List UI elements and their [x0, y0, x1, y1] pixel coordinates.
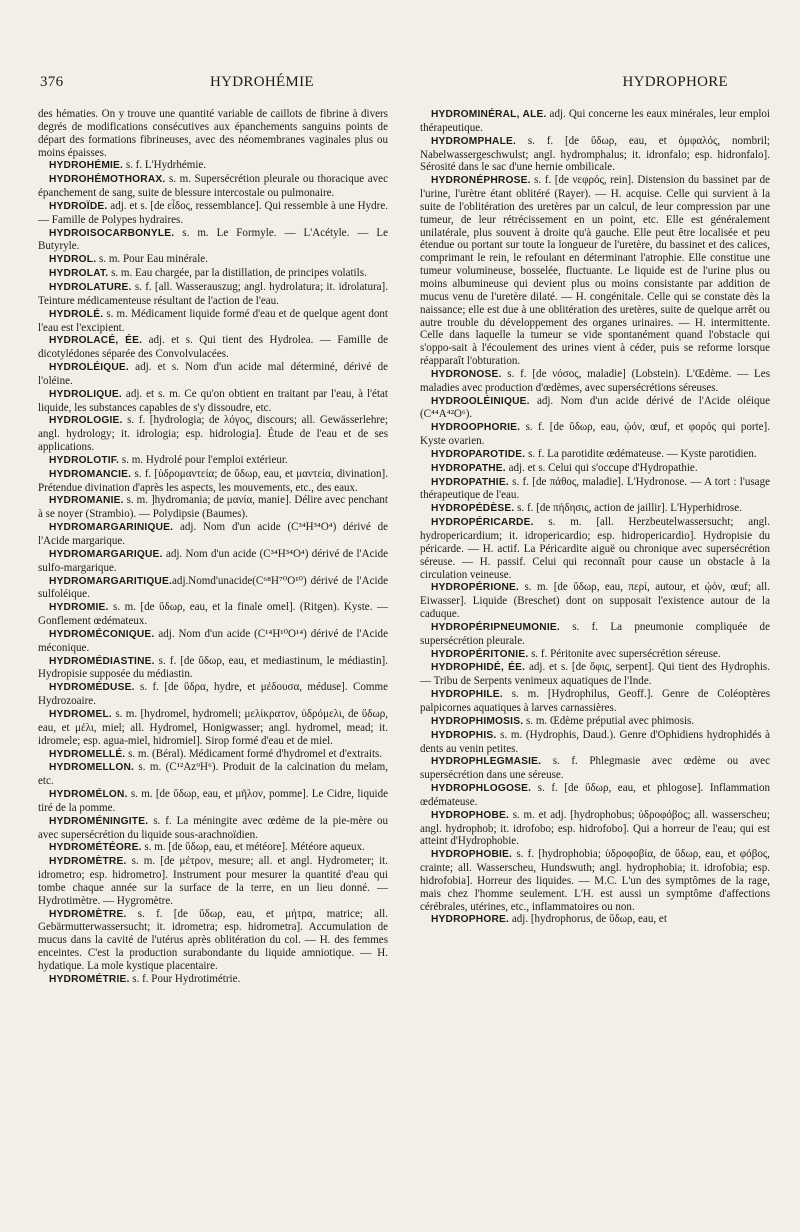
entry-headword: HYDROPHORE. [431, 914, 510, 926]
entry-headword: HYDROMINÉRAL, ALE. [431, 109, 547, 120]
entry-headword: HYDROPHIDÉ, ÉE. [431, 662, 526, 674]
dictionary-entry [38, 575, 388, 602]
entry-definition: s. m. (Hydrophis, Daud.). Genre d'Ophidiens hydrophidés à dents au venin petites. [420, 728, 770, 755]
dictionary-entry [38, 361, 388, 388]
entry-definition: s. m. Œdème préputial avec phimosis. [523, 714, 695, 727]
entry-definition: s. f. [de ὕδωρ, eau, et mediastinum, le médiastin]. Hydropisie supposée du médiastin. [38, 654, 388, 681]
entry-headword: HYDROHÉMIE. [49, 160, 124, 172]
dictionary-entry [38, 628, 388, 655]
entry-definition: s. m. ]hydromania; de μανία, manie]. Délire avec penchant à se noyer (Strambio). — Polydipsie (Baumes). [38, 494, 388, 521]
entry-headword: HYDROPHLOGOSE. [431, 783, 532, 795]
entry-headword: HYDROMÉCONIQUE. [49, 628, 155, 640]
dictionary-entry [420, 135, 770, 175]
entry-headword: HYDROPHLEGMASIE. [431, 756, 542, 768]
entry-definition: adj. Nom d'un acide (C³⁴H³⁴O⁴) dérivé de l'Acide sulfo-margarique. [38, 547, 388, 574]
entry-definition: s. f. Péritonite avec supersécrétion séreuse. [528, 647, 721, 660]
entry-headword: HYDROPÉRITONIE. [431, 648, 529, 660]
entry-headword: HYDROPAROTIDE. [431, 448, 526, 460]
entry-headword: HYDROMARGARITIQUE. [49, 575, 173, 587]
dictionary-entry [38, 108, 388, 159]
dictionary-entry [420, 476, 770, 503]
entry-definition: s. f. [de ὕδωρ, eau, et ὀμφαλός, nombril; Nabelwassergeschwulst; angl. hydromphalus; it. idronfalo; esp. hidronfalo]. Sérosité dans le sac d'une hernie ombilicale. [420, 134, 770, 174]
right-column [420, 108, 770, 987]
dictionary-entry [38, 788, 388, 815]
entry-definition: s. f. [de ὕδρα, hydre, et μέδουσα, méduse]. Comme Hydrozoaire. [38, 681, 388, 708]
dictionary-entry [420, 462, 770, 476]
entry-headword: HYDROPATHIE. [431, 476, 509, 488]
entry-definition: adj. Nom d'un acide (C¹⁴H¹⁰O¹⁴) dérivé de l'Acide méconique. [38, 627, 388, 654]
dictionary-entry [420, 516, 770, 581]
dictionary-entry [420, 581, 770, 621]
dictionary-entry [38, 253, 388, 267]
entry-headword: HYDROMELLON. [49, 762, 135, 774]
entry-definition: s. f. [de νεφρός, rein]. Distension du bassinet par de l'urine, l'urètre étant oblitéré (Rayer). — H. acquise. Celle qui survient à la suite de l'oblitération des uretères par un calcul, de leur compression par une tumeur, de leur rétrécissement en un point, etc. Elle est généralement unilatérale, plus souvent à droite qu'à gauche. Elle peut être localisée et peu étendue ou portant sur toute la longueur de l'uretère, du bassinet et des calices, comprimant le rein, le refoulant en déterminant l'atrophie. Elle constitue une tumeur volumineuse, bosselée, fluctuante. Le liquide est de l'urine plus ou moins albumineuse qui devient plus ou moins consistante par addition de mucus venu de l'uretère dilaté. — H. congénitale. Celle qui se constate dès la naissance; elle est due à une oblitération des uretères, suite de quelque arrêt ou autre trouble du développement des organes urinaires. — H. intermittente. Celle dans laquelle la tumeur se vide spontanément quand l'obstacle qui s'oppo-sait à l'écoulement des urines vient à céder, puis se reforme lorsque réapparaît l'obturation. [420, 174, 770, 368]
entry-definition: adj. Nom d'un acide (C³⁴H³⁴O⁴) dérivé de l'Acide margarique. [38, 521, 388, 547]
dictionary-entry [420, 421, 770, 448]
dictionary-entry [38, 468, 388, 495]
entry-headword: HYDROLACÉ, ÉE. [49, 335, 143, 347]
dictionary-entry [38, 748, 388, 762]
dictionary-entry [38, 815, 388, 842]
dictionary-entry [38, 200, 388, 227]
entry-headword: HYDROMANIE. [49, 495, 124, 507]
entry-headword: HYDROLÉ. [49, 308, 104, 320]
entry-headword: HYDROLOGIE. [49, 415, 123, 427]
dictionary-entry [38, 454, 388, 468]
dictionary-entry [38, 761, 388, 788]
entry-headword: HYDROMÉDUSE. [49, 682, 135, 694]
entry-definition: s. m. Médicament liquide formé d'eau et de quelque agent dont l'eau est l'excipient. [38, 307, 388, 334]
dictionary-entry [38, 267, 388, 281]
left-column [38, 108, 388, 987]
entry-headword: HYDROLÉIQUE. [49, 362, 129, 374]
entry-headword: HYDROPÉRIONE. [431, 582, 520, 594]
entry-headword: HYDRONOSE. [431, 368, 502, 380]
entry-definition: s. m. [de ὕδωρ, eau, et μῆλον, pomme]. Le Cidre, liquide tiré de la pomme. [38, 788, 388, 814]
dictionary-entry [38, 159, 388, 173]
entry-definition: s. m. et adj. [hydrophobus; ὑδροφόβος; all. wasserscheu; angl. hydrophob; it. idrofobo; esp. hidrofobo]. Qui a horreur de l'eau; qui est atteint d'Hydrophobie. [420, 808, 770, 848]
dictionary-entry [38, 855, 388, 907]
dictionary-entry [38, 308, 388, 335]
dictionary-entry [38, 681, 388, 708]
dictionary-entry [420, 661, 770, 688]
dictionary-entry [38, 227, 388, 254]
dictionary-entry [420, 368, 770, 395]
entry-headword: HYDROÏDE. [49, 200, 108, 212]
entry-headword: HYDROOLÉINIQUE. [431, 395, 530, 407]
dictionary-entry [420, 395, 770, 422]
entry-headword: HYDROPÉRIPNEUMONIE. [431, 621, 560, 633]
entry-headword: HYDROISOCARBONYLE. [49, 227, 175, 239]
dictionary-entry [38, 281, 388, 308]
entry-definition: s. m. [de μέτρον, mesure; all. et angl. Hydrometer; it. idrometro; esp. hidrometro]. Instrument pour mesurer la quantité d'eau qui tombe chaque année sur la surface de la terre, en un lieu donné. — Hydrotimètre. — Hygromètre. [38, 855, 388, 907]
entry-definition: s. m. [Hydrophilus, Geoff.]. Genre de Coléoptères palpicornes aquatiques à larves carnassières. [420, 688, 770, 714]
entry-definition: adj. Qui concerne les eaux minérales, leur emploi thérapeutique. [420, 108, 770, 134]
entry-headword: HYDROL. [49, 254, 97, 266]
entry-definition: adj. Nom d'un acide dérivé de l'Acide oléique (C⁴⁴A⁴²O⁶). [420, 394, 770, 421]
dictionary-entry [38, 655, 388, 682]
dictionary-entry [420, 688, 770, 715]
entry-headword: HYDROMIE. [49, 602, 109, 614]
entry-definition: s. f. [hydrophobia; ὑδροφοβία, de ὕδωρ, eau, et φόβος, crainte; all. Wasserscheu, Hundswuth; angl. hydrophobia; it. idrofobia; esp. hidrofobia]. Horreur des liquides. — M.C. L'un des symptômes de la rage, mais chez l'homme seulement. L'H. est aussi un symptôme d'affections cérébrales, utérines, etc., inflammatoires ou non. [420, 848, 770, 913]
entry-definition: s. f. [de νόσος, maladie] (Lobstein). L'Œdème. — Les maladies avec production d'œdèmes, avec supersécrétions séreuses. [420, 367, 770, 394]
entry-headword: HYDROPÉDÈSE. [431, 503, 515, 515]
entry-headword: HYDROMÉTRIE. [49, 973, 130, 985]
entry-headword: HYDROMÉLON. [49, 789, 128, 801]
entry-headword: HYDROMANCIE. [49, 468, 132, 480]
entry-definition: s. f. [de ὕδωρ, eau, et μήτρα, matrice; all. Gebärmutterwassersucht; it. idrometra; esp. hidrometra]. Accumulation de mucus dans la cavité de l'utérus après oblitération du col. — H. des femmes enceintes. C'est la production surabondante du liquide amniotique. — H. hydatique. La mole kystique placentaire. [38, 907, 388, 972]
dictionary-entry [420, 108, 770, 135]
dictionary-entry [38, 908, 388, 973]
dictionary-entry [420, 621, 770, 648]
dictionary-entry [420, 913, 770, 927]
entry-headword: HYDROMELLÉ. [49, 748, 126, 760]
entry-headword: HYDROPÉRICARDE. [431, 517, 534, 529]
entry-headword: HYDROPHOBIE. [431, 849, 513, 861]
entry-definition: adj. et s. Nom d'un acide mal déterminé, dérivé de l'oléine. [38, 361, 388, 387]
dictionary-entry [420, 448, 770, 462]
dictionary-entry [38, 708, 388, 748]
entry-headword: HYDROMÉNINGITE. [49, 815, 149, 827]
entry-headword: HYDROPHOBE. [431, 809, 510, 821]
dictionary-entry [38, 548, 388, 575]
entry-headword: HYDROLIQUE. [49, 388, 122, 400]
entry-headword: HYDROLAT. [49, 268, 109, 280]
entry-definition: des hématies. On y trouve une quantité variable de caillots de fibrine à divers degrés de modifications consécutives aux épanchements sanguins points de départ des formations fibrineuses, avec des néomembranes vaginales plus ou moins épaisses. [38, 108, 388, 159]
entry-headword: HYDROPATHE. [431, 462, 506, 474]
entry-definition: adj. [hydrophorus, de ὕδωρ, eau, et [509, 913, 667, 926]
entry-definition: s. m. (C¹²Az⁹H⁶). Produit de la calcination du melam, etc. [38, 761, 388, 788]
entry-headword: HYDROMARGARINIQUE. [49, 522, 174, 534]
entry-headword: HYDROMPHALE. [431, 135, 517, 147]
entry-definition: s. f. Pour Hydrotimétrie. [129, 972, 241, 985]
entry-definition: s. m. Le Formyle. — L'Acétyle. — Le Butyryle. [38, 226, 388, 253]
entry-definition: s. f. [de ὕδωρ, eau, et phlogose]. Inflammation œdémateuse. [420, 782, 770, 808]
left-guide-word: HYDROHÉMIE [210, 74, 314, 90]
dictionary-entry [420, 755, 770, 782]
dictionary-entry [38, 601, 388, 628]
entry-definition: s. m. [de ὕδωρ, eau, et la finale omel]. (Ritgen). Kyste. — Gonflement œdémateux. [38, 601, 388, 628]
entry-definition: adj.Nomd'unacide(C⁶⁸H⁷⁰O¹⁰) dérivé de l'Acide sulfoléique. [38, 574, 388, 601]
entry-definition: s. m. [de ὕδωρ, eau, περί, autour, et ᾠόν, œuf; all. Eiwasser]. Liquide (Breschet) dont on supposait l'existence autour de la caduque. [420, 581, 770, 621]
entry-definition: adj. et s. Celui qui s'occupe d'Hydropathie. [505, 461, 698, 474]
dictionary-entry [38, 841, 388, 855]
entry-definition: adj. et s. m. Ce qu'on obtient en traitant par l'eau, à l'état liquide, les substances capables de s'y dissoudre, etc. [38, 387, 388, 414]
dictionary-entry [38, 973, 388, 987]
entry-definition: adj. et s. [de εἶδος, ressemblance]. Qui ressemble à une Hydre. — Famille de Polypes hydraires. [38, 199, 388, 226]
entry-definition: s. f. [all. Wasserauszug; angl. hydrolatura; it. idrolatura]. Teinture médicamenteuse résultant de l'action de l'eau. [38, 280, 388, 307]
entry-definition: s. f. Phlegmasie avec œdème ou avec supersécrétion dans une séreuse. [420, 755, 770, 782]
entry-definition: s. f. [ὑδρομαντεία; de ὕδωρ, eau, et μαντεία, divination]. Prétendue divination d'après les aspects, les mouvements, etc., des eaux. [38, 467, 388, 494]
entry-headword: HYDROMÉTÉORE. [49, 842, 142, 854]
dictionary-entry [420, 729, 770, 756]
entry-headword: HYDRONÉPHROSE. [431, 175, 531, 187]
dictionary-entry [420, 502, 770, 516]
entry-headword: HYDROMEL. [49, 708, 112, 720]
dictionary-entry [38, 388, 388, 415]
dictionary-entry [420, 809, 770, 849]
entry-definition: s. m. (Béral). Médicament formé d'hydromel et d'extraits. [125, 747, 383, 760]
entry-headword: HYDROHÉMOTHORAX. [49, 174, 166, 186]
entry-definition: s. f. La pneumonie compliquée de supersécrétion pleurale. [420, 620, 770, 647]
entry-definition: s. f. La parotidite œdémateuse. — Kyste parotidien. [525, 447, 757, 460]
dictionary-entry [420, 648, 770, 662]
entry-definition: s. f. [de πάθος, maladie]. L'Hydronose. — A tort : l'usage thérapeutique de l'eau. [420, 475, 770, 502]
entry-headword: HYDROMÈTRE. [49, 908, 127, 920]
entry-headword: HYDROLOTIF. [49, 454, 120, 466]
entry-definition: s. m. Hydrolé pour l'emploi extérieur. [119, 453, 288, 466]
entry-definition: s. m. [hydromel, hydromeli; μελίκρατον, ὑδρόμελι, de ὕδωρ, eau, et μέλι, miel; all. Hydromel, Honigwasser; angl. hydromel, mead; it. idromele; esp. agua-miel, hidromiel]. Sirop formé d'eau et de miel. [38, 707, 388, 747]
entry-headword: HYDROPHIMOSIS. [431, 715, 524, 727]
dictionary-entry [38, 173, 388, 200]
entry-definition: s. m. [de ὕδωρ, eau, et météore]. Météore aqueux. [141, 841, 365, 854]
dictionary-entry [38, 414, 388, 454]
running-head [40, 74, 768, 98]
entry-definition: s. f. [de ὕδωρ, eau, ᾠόν, œuf, et φορός qui porte]. Kyste ovarien. [420, 421, 770, 448]
entry-headword: HYDROMÈTRE. [49, 856, 127, 868]
entry-definition: s. m. Eau chargée, par la distillation, de principes volatils. [108, 267, 367, 280]
dictionary-entry [420, 782, 770, 809]
entry-headword: HYDROOPHORIE. [431, 422, 521, 434]
entry-definition: s. f. La méningite avec œdème de la pie-mère ou avec supersécrétion du liquide sous-arachnoïdien. [38, 814, 388, 841]
entry-headword: HYDROMARGARIQUE. [49, 548, 163, 560]
entry-definition: s. m. [all. Herzbeutelwassersucht; angl. hydropericardium; it. idropericardio; esp. hidropericardio]. Hydropisie du péricarde. — H. actif. La Péricardite aiguë ou chronique avec supersécrétion séreuse. — H. passif. Celui qui reconnaît pour cause un obstacle à la circulation veineuse. [420, 516, 770, 581]
entry-definition: s. m. Supersécrétion pleurale ou thoracique avec épanchement de sang, suite de blessure intercostale ou pulmonaire. [38, 173, 388, 200]
entry-definition: s. m. Pour Eau minérale. [96, 253, 208, 266]
dictionary-entry [420, 715, 770, 729]
entry-headword: HYDROLATURE. [49, 281, 132, 293]
entry-headword: HYDROPHIS. [431, 729, 497, 741]
dictionary-entry [420, 848, 770, 913]
right-guide-word: HYDROPHORE [622, 74, 728, 90]
entry-definition: adj. et s. Qui tient des Hydrolea. — Famille de dicotylédones séparée des Convolvulacées. [38, 334, 388, 361]
entry-headword: HYDROPHILE. [431, 689, 503, 701]
entry-definition: adj. et s. [de ὄφις, serpent]. Qui tient des Hydrophis. — Tribu de Serpents venimeux aquatiques de l'Inde. [420, 661, 770, 688]
dictionary-entry [38, 494, 388, 521]
text-columns [38, 108, 770, 987]
dictionary-entry [420, 174, 770, 368]
dictionary-entry [38, 334, 388, 361]
entry-definition: s. f. [hydrologia; de λόγος, discours; all. Gewässerlehre; angl. hydrology; it. idrologia; esp. hidrologia]. Étude de l'eau et de ses applications. [38, 414, 388, 454]
entry-headword: HYDROMÉDIASTINE. [49, 655, 155, 667]
page-number: 376 [40, 74, 64, 90]
dictionary-entry [38, 521, 388, 548]
entry-definition: s. f. [de πήδησις, action de jaillir]. L'Hyperhidrose. [514, 502, 742, 515]
entry-definition: s. f. L'Hydrhémie. [123, 159, 207, 172]
